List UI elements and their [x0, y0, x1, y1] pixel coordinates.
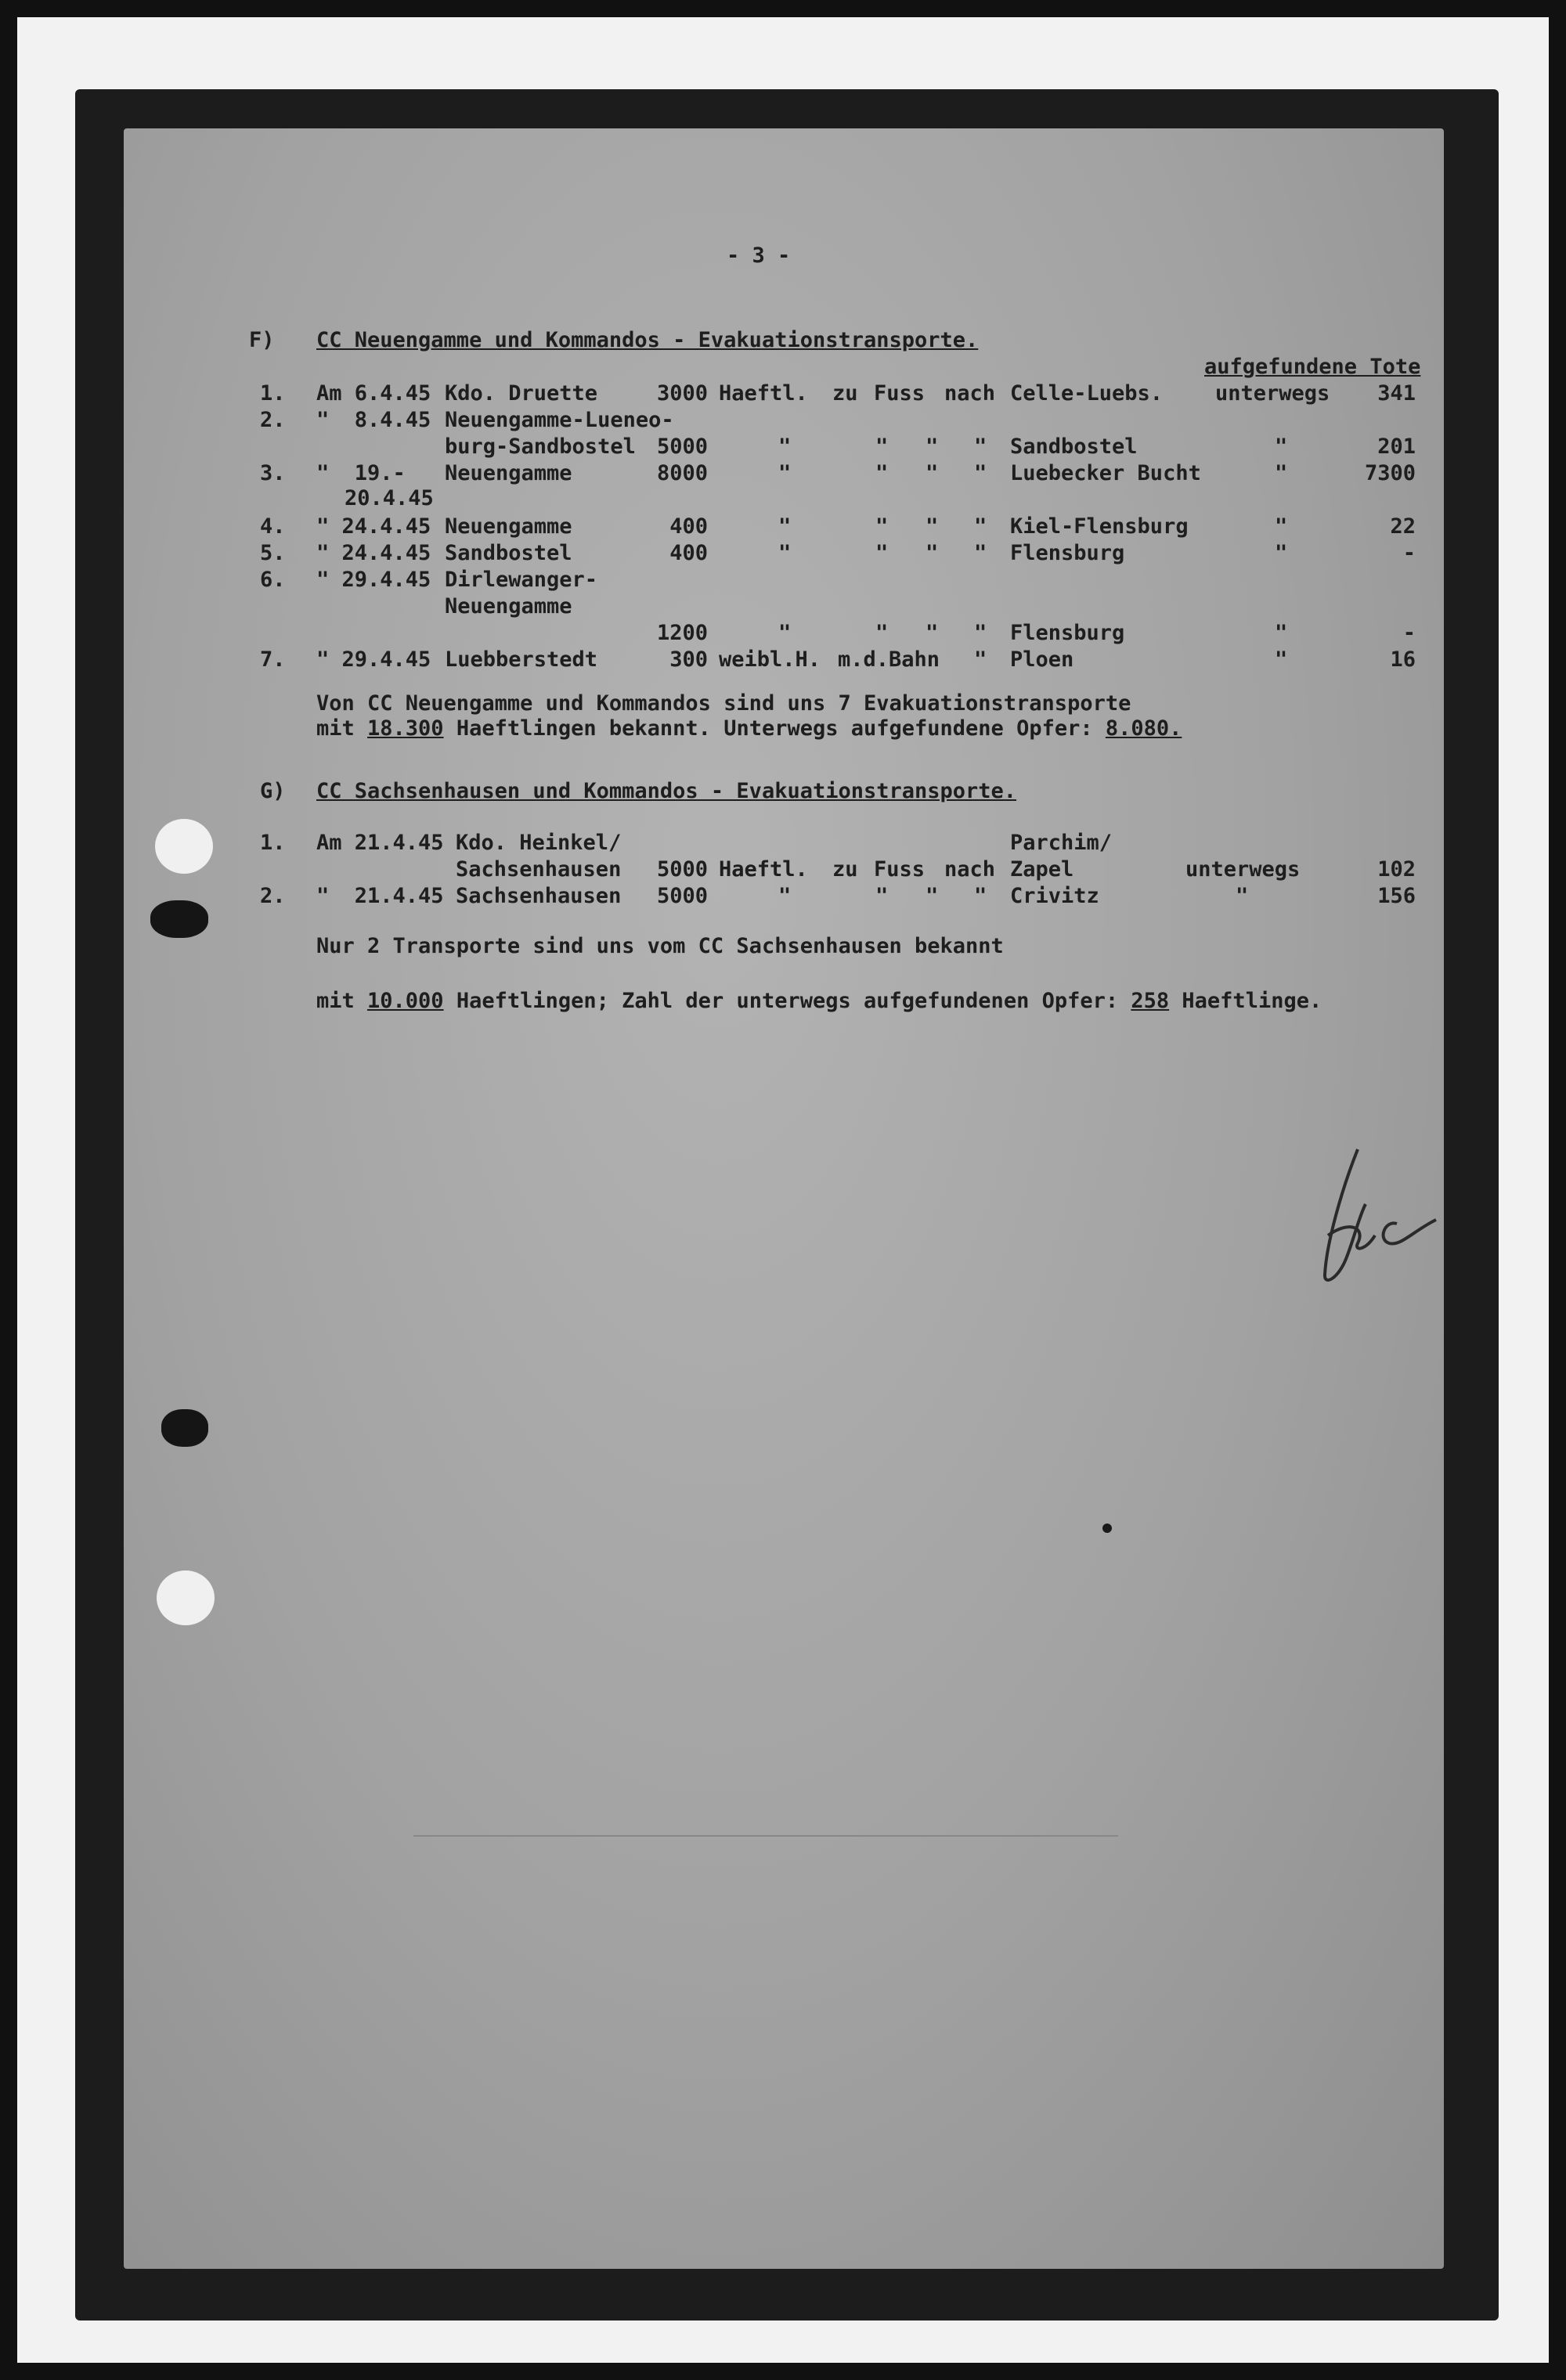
row-number: 1.: [260, 381, 286, 406]
row-destination-cont: Zapel: [1010, 857, 1074, 882]
row-count: 300: [669, 647, 708, 672]
row-origin-cont: burg-Sandbostel: [445, 435, 636, 459]
column-header-dead: aufgefundene Tote: [1204, 355, 1421, 379]
row-date: Am 6.4.45: [316, 381, 431, 406]
summary-prefix: mit: [316, 716, 368, 741]
summary-prefix: mit: [316, 989, 368, 1013]
row-destination: Crivitz: [1010, 884, 1099, 908]
row-mode-2: ": [926, 884, 939, 908]
summary-total: 18.300: [367, 716, 444, 741]
section-f-letter: F): [249, 328, 275, 352]
row-date: " 19.-: [316, 461, 406, 485]
row-unit: Haeftl.: [719, 857, 808, 882]
section-f-heading: CC Neuengamme und Kommandos - Evakuationstransporte.: [316, 328, 979, 352]
row-mode-1: m.d.Bahn: [838, 647, 940, 672]
row-destination: Celle-Luebs.: [1010, 381, 1164, 406]
ink-blot: [161, 1409, 208, 1447]
row-mode-3: ": [974, 514, 987, 539]
row-dead: -: [1402, 621, 1416, 645]
summary-mid: Haeftlingen; Zahl der unterwegs aufgefundenen Opfer:: [443, 989, 1131, 1013]
row-mode-3: ": [974, 461, 987, 485]
row-mode-2: Fuss: [874, 857, 926, 882]
row-mode-1: zu: [832, 381, 858, 406]
fold-line: [413, 1835, 1118, 1837]
summary-victims: 8.080.: [1105, 716, 1182, 741]
summary-suffix: Haeftlinge.: [1169, 989, 1322, 1013]
row-unit: ": [778, 541, 792, 565]
row-mode-2: ": [926, 541, 939, 565]
row-mode-1: ": [875, 461, 889, 485]
row-date: " 29.4.45: [316, 568, 431, 592]
row-date: " 24.4.45: [316, 514, 431, 539]
row-status: ": [1275, 435, 1288, 459]
row-origin: Neuengamme-Lueneo-: [445, 408, 674, 432]
handwritten-signature: [1311, 1141, 1444, 1290]
row-destination: Sandbostel: [1010, 435, 1138, 459]
row-unit: ": [778, 461, 792, 485]
row-status: ": [1236, 884, 1249, 908]
row-dead: 22: [1390, 514, 1416, 539]
row-mode-1: ": [875, 514, 889, 539]
ink-speck: [1102, 1524, 1112, 1533]
row-status: unterwegs: [1215, 381, 1330, 406]
section-g-heading: CC Sachsenhausen und Kommandos - Evakuationstransporte.: [316, 779, 1017, 803]
document-page: [124, 128, 1444, 2269]
row-mode-3: ": [974, 647, 987, 672]
row-mode-2: ": [926, 514, 939, 539]
row-count: 8000: [656, 461, 708, 485]
row-destination: Flensburg: [1010, 541, 1125, 565]
row-dead: 156: [1377, 884, 1416, 908]
row-mode-1: ": [875, 884, 889, 908]
row-origin: Neuengamme: [445, 461, 572, 485]
summary-total: 10.000: [367, 989, 444, 1013]
row-status: ": [1275, 514, 1288, 539]
row-mode-1: ": [875, 435, 889, 459]
row-unit: Haeftl.: [719, 381, 808, 406]
row-number: 6.: [260, 568, 286, 592]
summary-mid: Haeftlingen bekannt. Unterwegs aufgefundene Opfer:: [443, 716, 1106, 741]
summary-victims: 258: [1131, 989, 1170, 1013]
row-date: " 8.4.45: [316, 408, 431, 432]
row-mode-3: ": [974, 884, 987, 908]
row-mode-3: ": [974, 435, 987, 459]
row-origin: Sachsenhausen: [456, 884, 622, 908]
row-mode-3: ": [974, 541, 987, 565]
section-f-summary-line-2: [316, 717, 1182, 741]
scan-border: [17, 17, 1549, 2363]
row-number: 2.: [260, 408, 286, 432]
row-status: ": [1275, 621, 1288, 645]
row-origin-cont: Neuengamme: [445, 594, 572, 618]
row-status: unterwegs: [1185, 857, 1301, 882]
row-origin: Sandbostel: [445, 541, 572, 565]
row-destination: Ploen: [1010, 647, 1074, 672]
row-number: 4.: [260, 514, 286, 539]
row-origin: Dirlewanger-: [445, 568, 598, 592]
row-dead: 7300: [1364, 461, 1416, 485]
row-unit: ": [778, 884, 792, 908]
row-dead: 201: [1377, 435, 1416, 459]
row-mode-2: ": [926, 461, 939, 485]
row-status: ": [1275, 541, 1288, 565]
row-destination: Flensburg: [1010, 621, 1125, 645]
section-g-summary-line-1: Nur 2 Transporte sind uns vom CC Sachsenhausen bekannt: [316, 934, 1004, 958]
section-f-summary-line-1: Von CC Neuengamme und Kommandos sind uns 7 Evakuationstransporte: [316, 691, 1131, 716]
row-date: " 21.4.45: [316, 884, 444, 908]
row-unit: ": [778, 621, 792, 645]
row-destination: Parchim/: [1010, 831, 1113, 855]
row-origin: Neuengamme: [445, 514, 572, 539]
row-origin: Kdo. Druette: [445, 381, 598, 406]
row-origin: Luebberstedt: [445, 647, 598, 672]
row-count: 1200: [656, 621, 708, 645]
ink-blot: [150, 900, 208, 938]
row-destination: Kiel-Flensburg: [1010, 514, 1189, 539]
row-status: ": [1275, 647, 1288, 672]
row-date: Am 21.4.45: [316, 831, 444, 855]
row-number: 7.: [260, 647, 286, 672]
row-count: 400: [669, 514, 708, 539]
row-number: 5.: [260, 541, 286, 565]
row-origin: Kdo. Heinkel/: [456, 831, 622, 855]
row-number: 2.: [260, 884, 286, 908]
row-status: ": [1275, 461, 1288, 485]
row-mode-1: ": [875, 621, 889, 645]
row-count: 5000: [656, 857, 708, 882]
row-count: 5000: [656, 435, 708, 459]
row-origin-cont: Sachsenhausen: [456, 857, 622, 882]
row-mode-2: ": [926, 621, 939, 645]
row-date: " 29.4.45: [316, 647, 431, 672]
row-mode-2: Fuss: [874, 381, 926, 406]
row-mode-3: ": [974, 621, 987, 645]
row-mode-2: ": [926, 435, 939, 459]
row-count: 3000: [656, 381, 708, 406]
row-unit: ": [778, 514, 792, 539]
punch-hole: [157, 1570, 215, 1625]
punch-hole: [155, 819, 213, 874]
row-mode-3: nach: [944, 381, 996, 406]
row-dead: -: [1402, 541, 1416, 565]
row-number: 1.: [260, 831, 286, 855]
row-date: " 24.4.45: [316, 541, 431, 565]
row-dead: 102: [1377, 857, 1416, 882]
row-mode-3: nach: [944, 857, 996, 882]
row-count: 5000: [656, 884, 708, 908]
row-count: 400: [669, 541, 708, 565]
row-destination: Luebecker Bucht: [1010, 461, 1201, 485]
row-mode-1: ": [875, 541, 889, 565]
row-dead: 16: [1390, 647, 1416, 672]
row-number: 3.: [260, 461, 286, 485]
page-number: - 3 -: [727, 243, 791, 268]
section-g-summary-line-2: [316, 990, 1322, 1013]
row-date-cont: 20.4.45: [345, 486, 434, 510]
row-unit: ": [778, 435, 792, 459]
row-dead: 341: [1377, 381, 1416, 406]
section-g-letter: G): [260, 779, 286, 803]
row-unit: weibl.H.: [719, 647, 821, 672]
row-mode-1: zu: [832, 857, 858, 882]
